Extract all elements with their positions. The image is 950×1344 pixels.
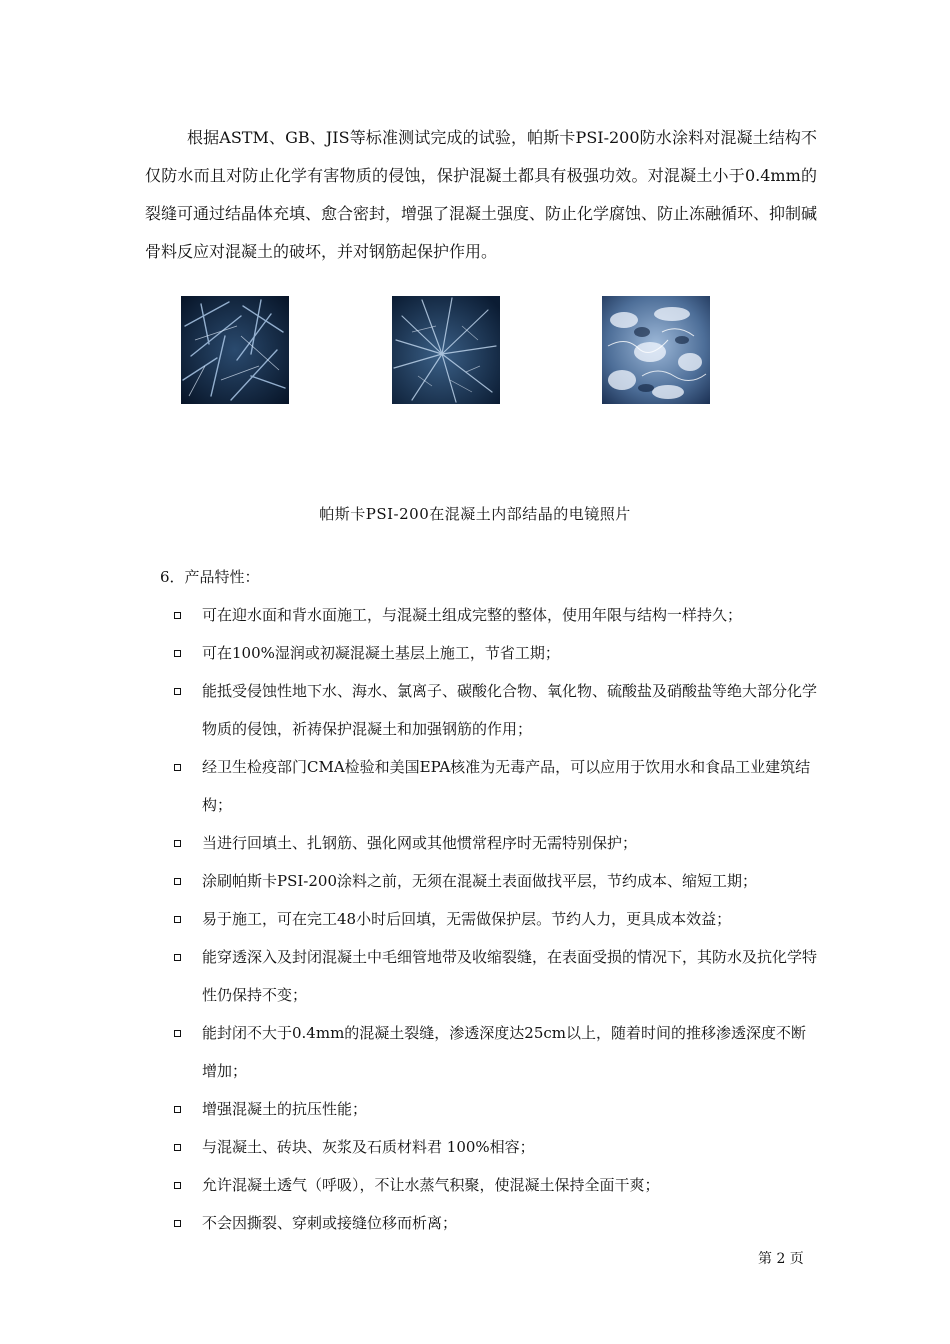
list-item [170, 748, 820, 824]
page-number: 第 2 页 [758, 1251, 804, 1267]
checkbox-bullet-icon [174, 612, 181, 619]
list-item [170, 1090, 820, 1128]
feature-list [170, 596, 820, 1242]
list-item-text: 不会因撕裂、穿刺或接缝位移而析离； [202, 1214, 458, 1232]
list-item [170, 1014, 820, 1090]
crystal-photo-3 [602, 296, 710, 404]
list-item [170, 1204, 820, 1242]
crystal-photo-1 [181, 296, 289, 404]
checkbox-bullet-icon [174, 764, 181, 771]
checkbox-bullet-icon [174, 916, 181, 923]
section-title: 6．产品特性： [160, 568, 260, 586]
list-item-text: 可在100%湿润或初凝混凝土基层上施工，节省工期； [202, 644, 560, 662]
photo-caption: 帕斯卡PSI-200在混凝土内部结晶的电镜照片 [319, 505, 631, 523]
list-item-text: 增强混凝土的抗压性能； [202, 1100, 368, 1118]
checkbox-bullet-icon [174, 1144, 181, 1151]
list-item [170, 824, 820, 862]
list-item-text: 允许混凝土透气（呼吸），不让水蒸气积聚，使混凝土保持全面干爽； [202, 1176, 660, 1194]
checkbox-bullet-icon [174, 1030, 181, 1037]
list-item-text: 涂刷帕斯卡PSI-200涂料之前，无须在混凝土表面做找平层，节约成本、缩短工期； [202, 872, 757, 890]
checkbox-bullet-icon [174, 1106, 181, 1113]
checkbox-bullet-icon [174, 1182, 181, 1189]
intro-paragraph: 根据ASTM、GB、JIS等标准测试完成的试验，帕斯卡PSI-200防水涂料对混凝土结构不仅防水而且对防止化学有害物质的侵蚀，保护混凝土都具有极强功效。对混凝土小于0.4mm的裂缝可通过结晶体充填、愈合密封，增强了混凝土强度、防止化学腐蚀、防止冻融循环、抑制碱骨料反应对混凝土的破坏，并对钢筋起保护作用。 [145, 128, 818, 261]
list-item [170, 900, 820, 938]
checkbox-bullet-icon [174, 840, 181, 847]
checkbox-bullet-icon [174, 878, 181, 885]
checkbox-bullet-icon [174, 688, 181, 695]
checkbox-bullet-icon [174, 954, 181, 961]
checkbox-bullet-icon [174, 1220, 181, 1227]
list-item [170, 862, 820, 900]
list-item [170, 672, 820, 748]
list-item-text: 能抵受侵蚀性地下水、海水、氯离子、碳酸化合物、氧化物、硫酸盐及硝酸盐等绝大部分化学物质的侵蚀，祈祷保护混凝土和加强钢筋的作用； [202, 682, 818, 738]
list-item-text: 当进行回填土、扎钢筋、强化网或其他惯常程序时无需特别保护； [202, 834, 638, 852]
list-item-text: 能穿透深入及封闭混凝土中毛细管地带及收缩裂缝，在表面受损的情况下，其防水及抗化学特性仍保持不变； [202, 948, 818, 1004]
list-item [170, 1166, 820, 1204]
list-item-text: 经卫生检疫部门CMA检验和美国EPA核准为无毒产品，可以应用于饮用水和食品工业建筑结构； [202, 758, 811, 814]
crystal-photo-2 [392, 296, 500, 404]
list-item-text: 能封闭不大于0.4mm的混凝土裂缝，渗透深度达25cm以上，随着时间的推移渗透深度不断增加； [202, 1024, 807, 1080]
list-item-text: 易于施工，可在完工48小时后回填，无需做保护层。节约人力，更具成本效益； [202, 910, 732, 928]
list-item-text: 与混凝土、砖块、灰浆及石质材料君 100%相容； [202, 1138, 535, 1156]
list-item-text: 可在迎水面和背水面施工，与混凝土组成完整的整体，使用年限与结构一样持久； [202, 606, 743, 624]
list-item [170, 938, 820, 1014]
list-item [170, 596, 820, 634]
list-item [170, 1128, 820, 1166]
checkbox-bullet-icon [174, 650, 181, 657]
list-item [170, 634, 820, 672]
